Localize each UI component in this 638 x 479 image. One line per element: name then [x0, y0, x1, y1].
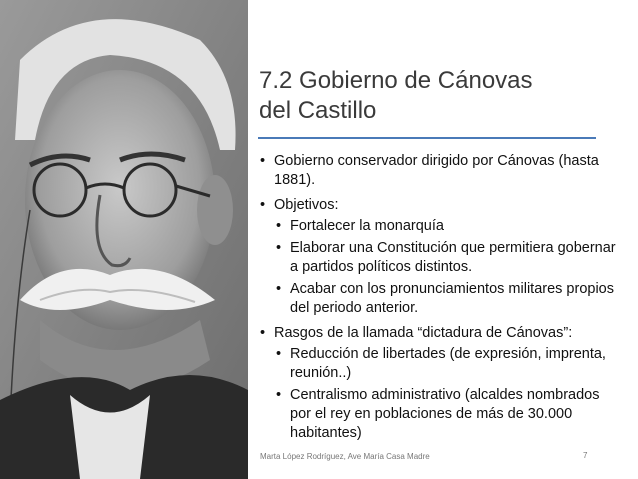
bullet-item — [260, 196, 620, 215]
sub-bullet-text: Reducción de libertades (de expresión, imprenta, reunión..) — [290, 346, 606, 381]
portrait-photo — [0, 0, 248, 479]
bullet-text: Rasgos de la llamada “dictadura de Cánovas”: — [274, 325, 573, 341]
bullet-glyph: • — [276, 281, 282, 297]
sub-bullet-item — [276, 280, 620, 318]
bullet-glyph: • — [276, 387, 282, 403]
sub-bullet-item — [276, 217, 620, 236]
bullet-glyph: • — [276, 240, 282, 256]
bullet-text: Gobierno conservador dirigido por Cánovas (hasta 1881). — [274, 153, 599, 188]
title-line-2: del Castillo — [259, 97, 377, 124]
sub-bullet-item — [276, 345, 620, 383]
bullet-item — [260, 152, 620, 190]
sub-bullet-item — [276, 239, 620, 277]
bullet-glyph: • — [260, 153, 266, 169]
bullet-list — [260, 152, 620, 446]
sub-bullet-item — [276, 386, 620, 443]
page-number: 7 — [583, 451, 588, 460]
bullet-glyph: • — [260, 197, 266, 213]
slide-title — [259, 66, 619, 126]
title-rule — [258, 137, 596, 139]
title-line-1: 7.2 Gobierno de Cánovas — [259, 67, 533, 94]
slide-footer: Marta López Rodríguez, Ave María Casa Madre — [260, 452, 430, 461]
sub-bullet-text: Acabar con los pronunciamientos militares propios del periodo anterior. — [290, 281, 614, 316]
sub-bullet-text: Centralismo administrativo (alcaldes nombrados por el rey en poblaciones de más de 30.000 habitantes) — [290, 387, 600, 441]
bullet-text: Objetivos: — [274, 197, 339, 213]
bullet-glyph: • — [276, 218, 282, 234]
bullet-glyph: • — [276, 346, 282, 362]
sub-bullet-text: Fortalecer la monarquía — [290, 218, 444, 234]
bullet-item — [260, 324, 620, 343]
sub-bullet-text: Elaborar una Constitución que permitiera gobernar a partidos políticos distintos. — [290, 240, 616, 275]
bullet-glyph: • — [260, 325, 266, 341]
